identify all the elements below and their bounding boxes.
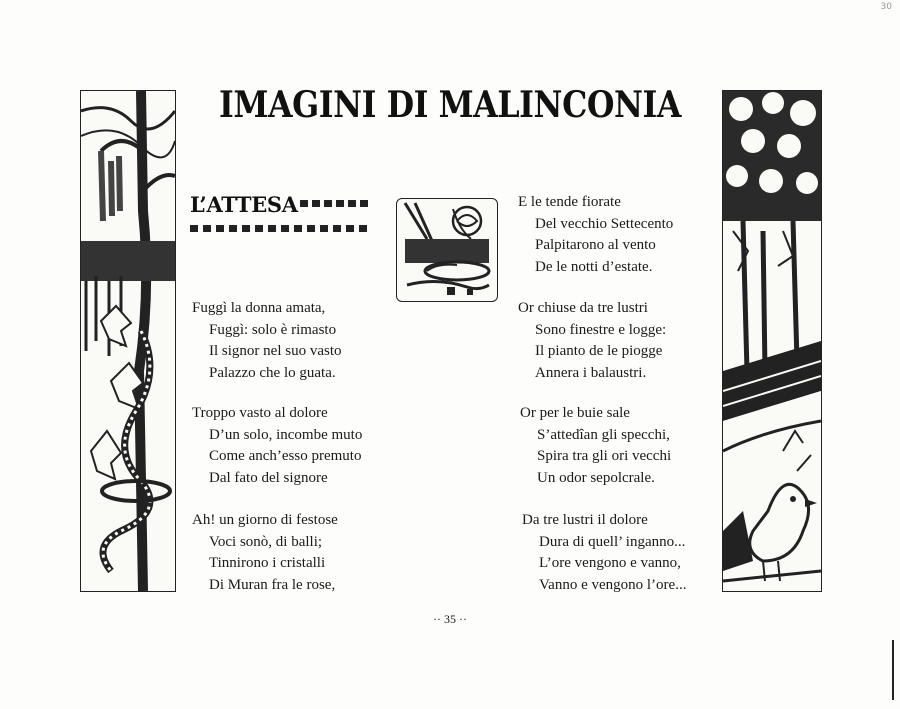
page-edge-line	[892, 640, 894, 700]
stanza-left-1	[192, 298, 342, 384]
verse-line: Sono finestre e logge:	[535, 321, 667, 338]
stanza-right-2	[518, 298, 666, 384]
verse-line: Annera i balaustri.	[535, 364, 647, 381]
verse-line: Ah! un giorno di festose	[192, 512, 338, 528]
page-corner-mark: 30	[880, 2, 892, 12]
page-number: ·· 35 ··	[433, 612, 467, 626]
verse-line: Or chiuse da tre lustri	[518, 300, 648, 316]
section-ornament	[300, 198, 370, 212]
verse-line: De le notti d’estate.	[535, 258, 653, 275]
verse-line: D’un solo, incombe muto	[209, 426, 363, 443]
section-ornament-row	[190, 222, 368, 236]
verse-line: Palazzo che lo guata.	[209, 364, 336, 381]
verse-line: Il signor nel suo vasto	[209, 343, 342, 359]
verse-line: Spira tra gli ori vecchi	[537, 448, 672, 464]
stanza-left-3	[192, 510, 338, 596]
verse-line: Da tre lustri il dolore	[522, 512, 648, 528]
left-decorative-panel	[80, 90, 176, 592]
rose-fountain-vignette	[396, 198, 498, 302]
verse-line: Palpitarono al vento	[535, 237, 656, 253]
verse-line: E le tende fiorate	[518, 194, 621, 210]
verse-line: Voci sonò, di balli;	[209, 533, 323, 550]
verse-line: Un odor sepolcrale.	[537, 469, 655, 486]
flower-bird-illustration	[723, 91, 821, 591]
verse-line: Fuggì: solo è rimasto	[209, 321, 337, 338]
verse-line: Di Muran fra le rose,	[209, 576, 336, 593]
stanza-right-3	[520, 403, 671, 489]
page-title: IMAGINI DI MALINCONIA	[218, 84, 682, 126]
verse-line: Or per le buie sale	[520, 405, 630, 421]
verse-line: L’ore vengono e vanno,	[539, 555, 681, 571]
verse-line: Dal fato del signore	[209, 469, 328, 486]
section-title: L’ATTESA	[190, 192, 298, 217]
stanza-right-4	[522, 510, 686, 596]
verse-line: Tinnirono i cristalli	[209, 555, 326, 571]
verse-line: S’attedîan gli specchi,	[537, 426, 670, 443]
verse-line: Dura di quell’ inganno...	[539, 533, 686, 550]
stanza-left-2	[192, 403, 362, 489]
verse-line: Fuggì la donna amata,	[192, 300, 326, 316]
stanza-right-1	[518, 192, 673, 278]
verse-line: Del vecchio Settecento	[535, 215, 674, 232]
rose-fountain-illustration	[397, 199, 497, 301]
tree-serpent-illustration	[81, 91, 175, 591]
verse-line: Come anch’esso premuto	[209, 448, 362, 464]
verse-line: Troppo vasto al dolore	[192, 405, 328, 421]
verse-line: Il pianto de le piogge	[535, 343, 663, 359]
right-decorative-panel	[722, 90, 822, 592]
verse-line: Vanno e vengono l’ore...	[539, 576, 687, 593]
